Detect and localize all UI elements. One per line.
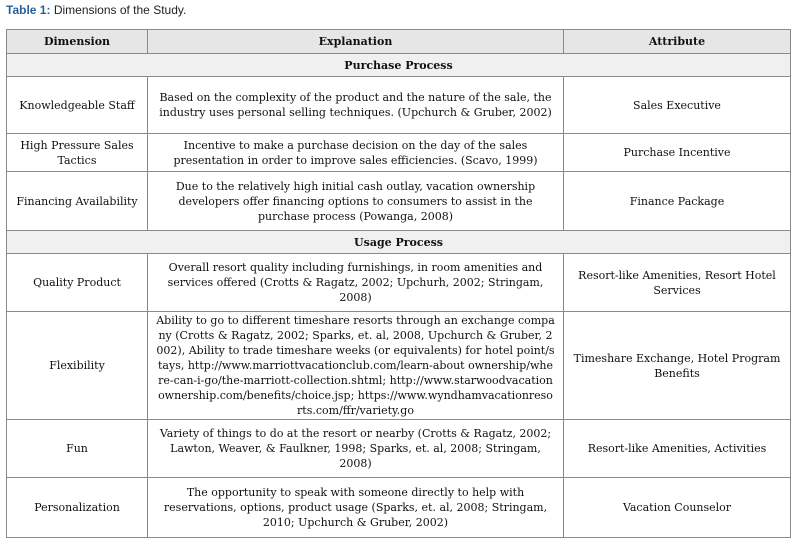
table-row	[7, 312, 791, 420]
section-heading-purchase: Purchase Process	[7, 54, 791, 77]
header-dimension: Dimension	[7, 30, 148, 54]
table-caption-label: Table 1:	[6, 3, 51, 17]
cell-explanation: Variety of things to do at the resort or nearby (Crotts & Ragatz, 2002; Lawton, Weaver, & Faulkner, 1998; Sparks, et. al, 2008; Stringam, 2008)	[148, 420, 564, 478]
cell-dimension: Personalization	[7, 478, 148, 538]
table-header-row	[7, 30, 791, 54]
dimensions-table	[6, 29, 791, 538]
cell-explanation: The opportunity to speak with someone directly to help with reservations, options, product usage (Sparks, et. al, 2008; Stringam, 2010; Upchurch & Gruber, 2002)	[148, 478, 564, 538]
cell-dimension: Knowledgeable Staff	[7, 77, 148, 134]
cell-attribute: Finance Package	[564, 172, 791, 231]
cell-attribute: Timeshare Exchange, Hotel Program Benefits	[564, 312, 791, 420]
section-row-usage	[7, 231, 791, 254]
table-row	[7, 478, 791, 538]
cell-attribute: Purchase Incentive	[564, 134, 791, 172]
cell-explanation: Overall resort quality including furnishings, in room amenities and services offered (Crotts & Ragatz, 2002; Upchurh, 2002; Stringam, 2008)	[148, 254, 564, 312]
cell-attribute: Resort-like Amenities, Activities	[564, 420, 791, 478]
cell-dimension: High Pressure Sales Tactics	[7, 134, 148, 172]
cell-explanation: Due to the relatively high initial cash outlay, vacation ownership developers offer financing options to consumers to assist in the purchase process (Powanga, 2008)	[148, 172, 564, 231]
header-attribute: Attribute	[564, 30, 791, 54]
section-row-purchase	[7, 54, 791, 77]
table-row	[7, 77, 791, 134]
cell-explanation: Ability to go to different timeshare resorts through an exchange company (Crotts & Ragatz, 2002; Sparks, et. al, 2008, Upchurch & Gruber, 2002), Ability to trade timeshare weeks (or equivalents) for hotel point/stays, http://www.marriottvacationclub.com/learn-about ownership/where-can-i-go/the-marriott-collection.shtml; http://www.starwoodvacationownership.com/benefits/choice.jsp; https://www.wyndhamvacationresorts.com/ffr/variety.go	[148, 312, 564, 420]
cell-dimension: Quality Product	[7, 254, 148, 312]
table-caption	[6, 3, 186, 17]
cell-attribute: Sales Executive	[564, 77, 791, 134]
cell-attribute: Resort-like Amenities, Resort Hotel Services	[564, 254, 791, 312]
cell-dimension: Financing Availability	[7, 172, 148, 231]
table-row	[7, 172, 791, 231]
cell-attribute: Vacation Counselor	[564, 478, 791, 538]
cell-explanation: Based on the complexity of the product and the nature of the sale, the industry uses personal selling techniques. (Upchurch & Gruber, 2002)	[148, 77, 564, 134]
cell-dimension: Fun	[7, 420, 148, 478]
header-explanation: Explanation	[148, 30, 564, 54]
table-row	[7, 134, 791, 172]
table-row	[7, 420, 791, 478]
cell-dimension: Flexibility	[7, 312, 148, 420]
table-row	[7, 254, 791, 312]
section-heading-usage: Usage Process	[7, 231, 791, 254]
table-caption-title: Dimensions of the Study.	[53, 3, 187, 17]
cell-explanation: Incentive to make a purchase decision on the day of the sales presentation in order to improve sales efficiencies. (Scavo, 1999)	[148, 134, 564, 172]
